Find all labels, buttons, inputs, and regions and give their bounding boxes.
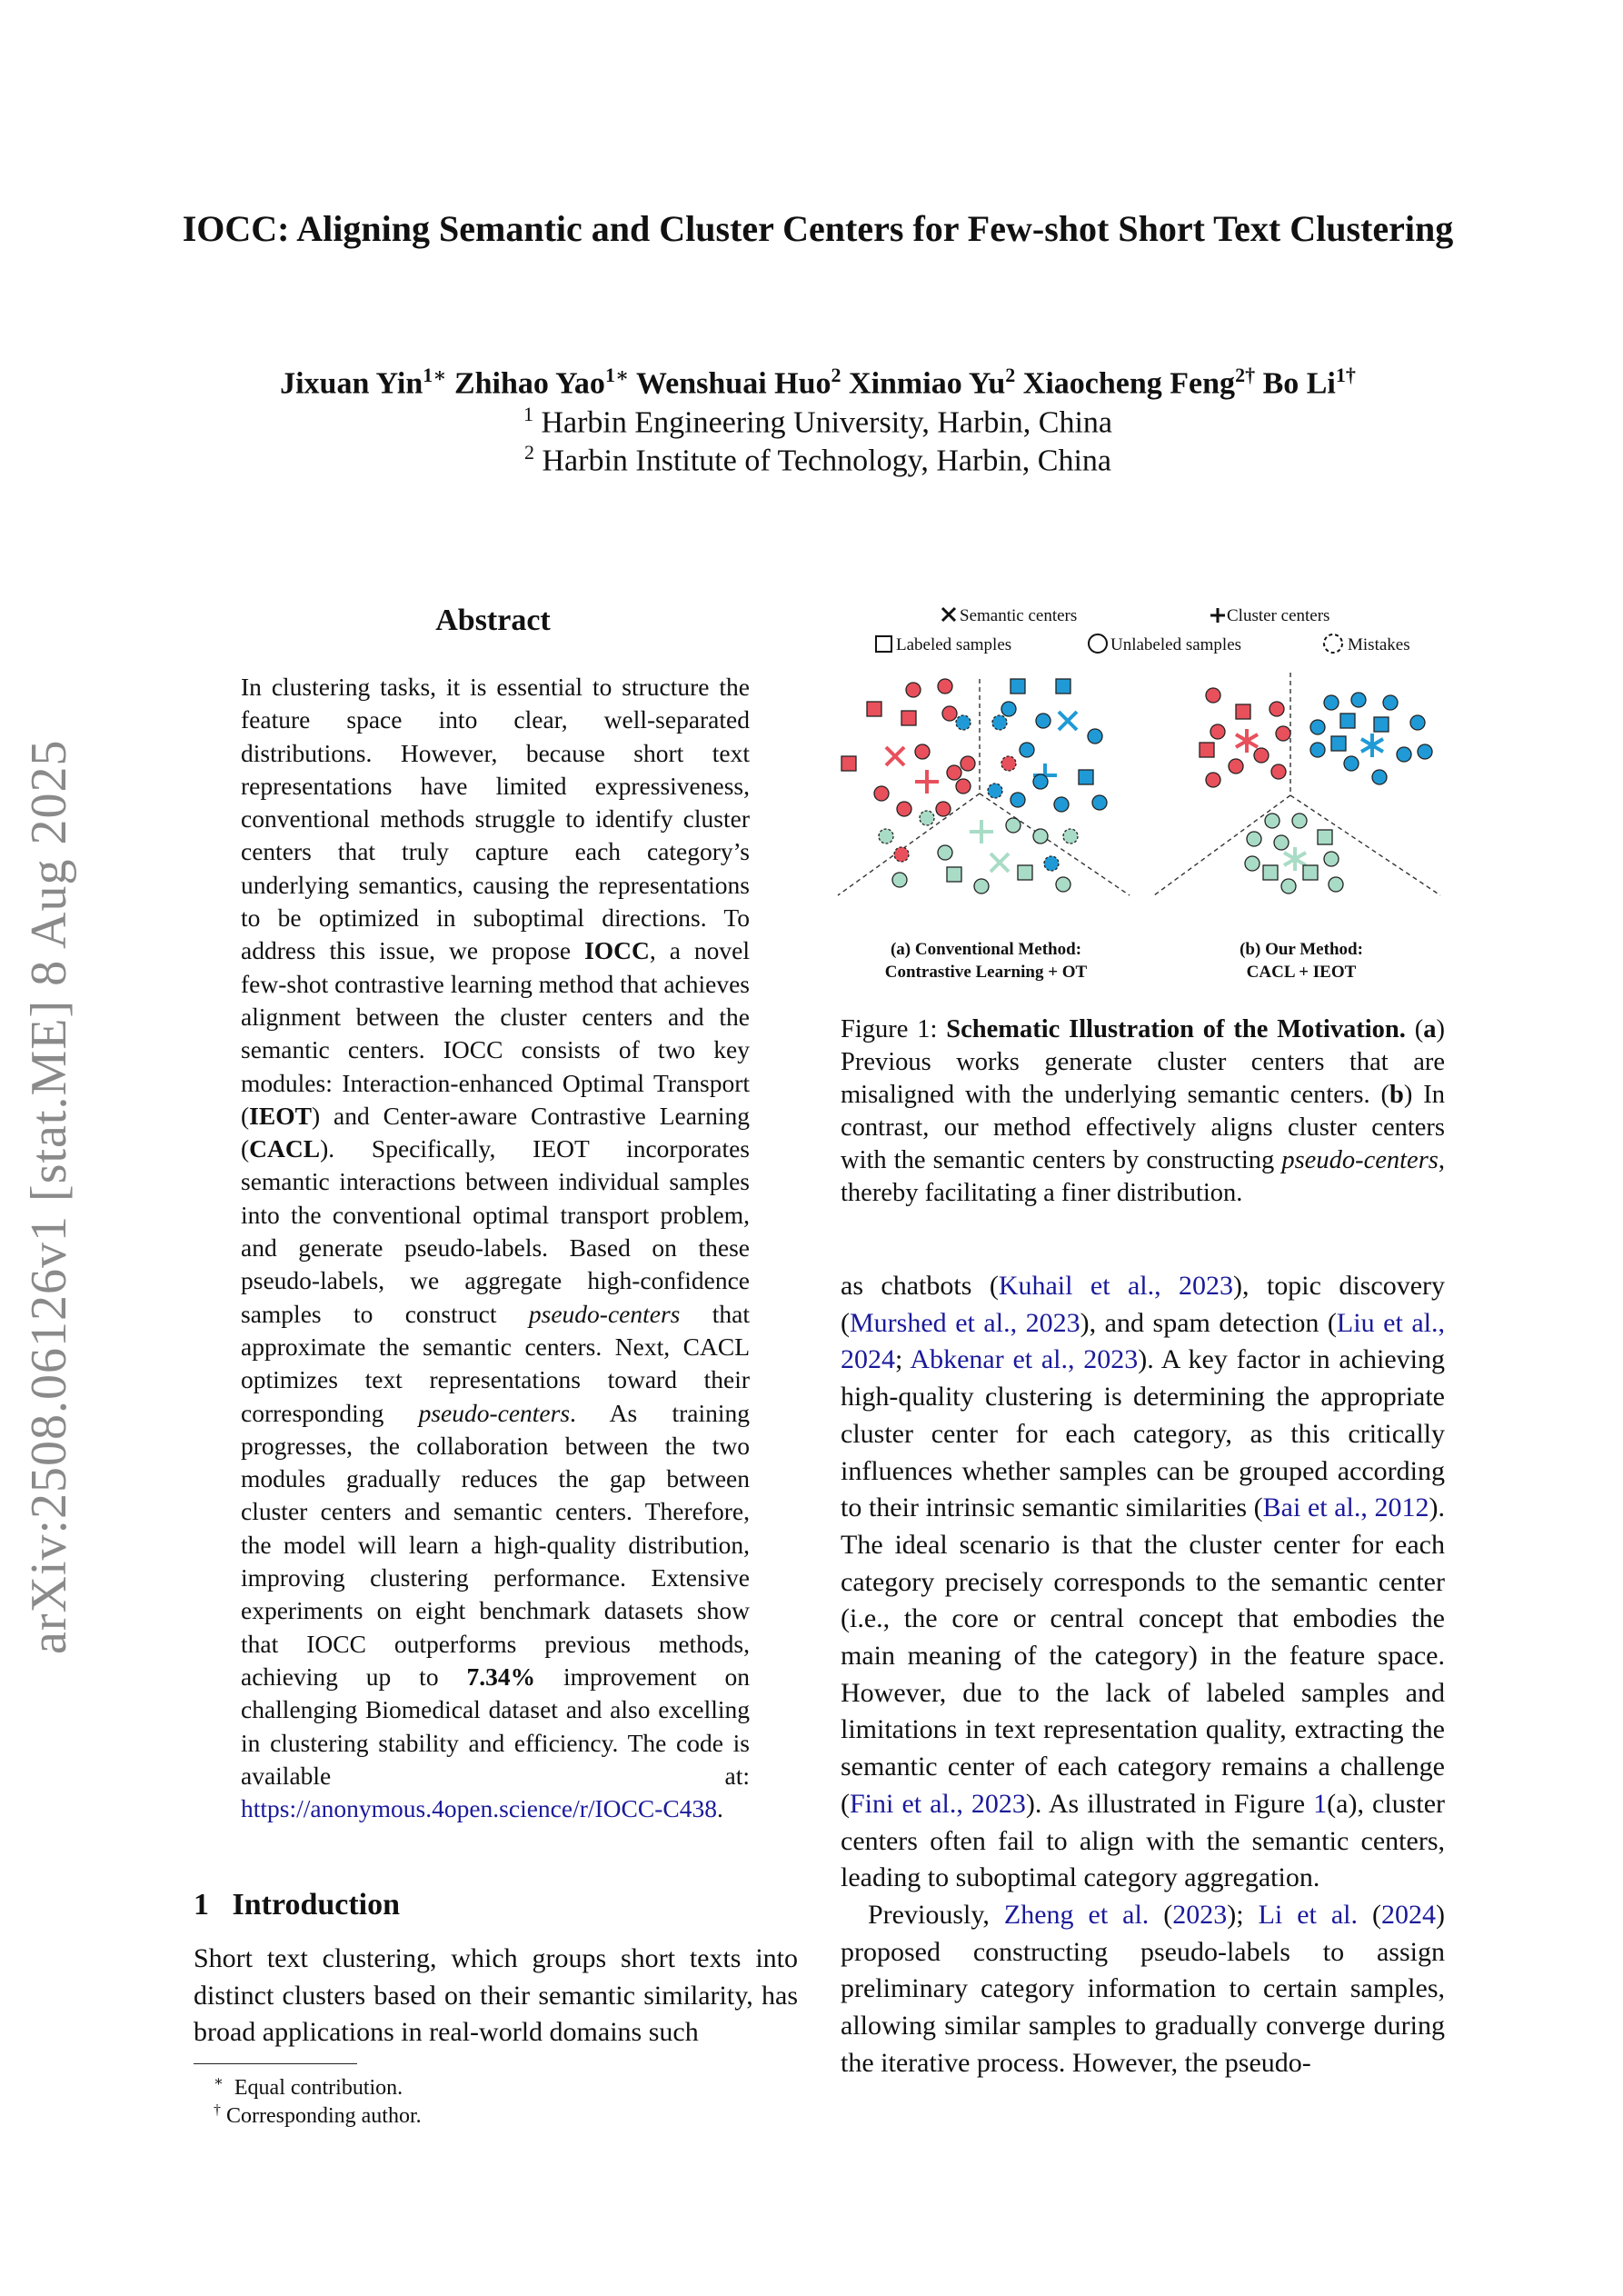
- cluster-center-marker: [915, 770, 939, 794]
- unlabeled-sample-marker: [1324, 695, 1339, 710]
- semantic-center-marker: [991, 854, 1009, 872]
- affiliation-number: 1: [523, 403, 533, 425]
- unlabeled-sample-marker: [1324, 852, 1339, 866]
- semantic-center-marker: [886, 747, 904, 765]
- author-list: [164, 364, 1472, 401]
- labeled-sample-marker: [867, 702, 881, 716]
- author: Jixuan Yin: [280, 366, 423, 401]
- legend-mistakes-label: Mistakes: [1348, 635, 1410, 654]
- citation-link[interactable]: 2024: [1381, 1899, 1436, 1930]
- mistake-sample-marker: [879, 829, 893, 844]
- labeled-sample-marker: [1056, 679, 1070, 694]
- labeled-sample-marker: [1018, 865, 1032, 880]
- affiliation-text: Harbin Engineering University, Harbin, China: [541, 405, 1113, 440]
- unlabeled-sample-marker: [1210, 724, 1225, 739]
- arxiv-identifier: arXiv:2508.06126v1 [stat.ME] 8 Aug 2025: [21, 739, 77, 1654]
- panel-b-caption-line1: (b) Our Method:: [1240, 940, 1363, 959]
- unlabeled-sample-marker: [874, 786, 889, 801]
- figure-1-svg: [836, 595, 1445, 995]
- section-heading: 1 Introduction: [194, 1888, 401, 1922]
- unlabeled-sample-marker: [974, 879, 989, 893]
- panel-a-caption-line2: Contrastive Learning + OT: [884, 963, 1088, 982]
- legend-semantic-label: Semantic centers: [960, 606, 1078, 625]
- unlabeled-sample-marker: [1092, 795, 1107, 810]
- mistake-sample-marker: [894, 847, 909, 862]
- citation-link[interactable]: Kuhail et al., 2023: [998, 1271, 1234, 1301]
- unlabeled-sample-marker: [915, 744, 930, 759]
- mistake-sample-marker: [1044, 856, 1059, 871]
- citation-link[interactable]: Li et al.: [1258, 1899, 1359, 1930]
- unlabeled-sample-marker: [1206, 773, 1220, 787]
- unlabeled-sample-marker: [961, 756, 975, 771]
- affiliation: [164, 403, 1472, 440]
- unlabeled-sample-marker: [1247, 832, 1261, 846]
- unlabeled-sample-marker: [1310, 743, 1325, 757]
- labeled-sample-marker: [1236, 704, 1250, 719]
- unlabeled-sample-marker: [1351, 693, 1366, 707]
- citation-link[interactable]: Zheng et al.: [1003, 1899, 1150, 1930]
- mistake-sample-marker: [920, 811, 934, 825]
- unlabeled-sample-marker: [1229, 759, 1243, 774]
- legend-cluster-label: Cluster centers: [1227, 606, 1330, 625]
- footnote: † Corresponding author.: [214, 2102, 422, 2128]
- unlabeled-sample-marker: [1245, 856, 1260, 871]
- unlabeled-sample-marker: [892, 873, 907, 887]
- author-mark: 1†: [1335, 364, 1356, 386]
- abstract-heading: Abstract: [435, 604, 551, 637]
- unlabeled-sample-marker: [1271, 764, 1286, 779]
- affiliation: [164, 441, 1472, 478]
- unlabeled-sample-marker: [1372, 770, 1387, 784]
- affiliation-number: 2: [524, 441, 534, 464]
- labeled-sample-marker: [1011, 679, 1025, 694]
- panel-b-caption-line2: CACL + IEOT: [1246, 963, 1357, 982]
- legend: [876, 606, 1410, 654]
- abstract-text: In clustering tasks, it is essential to structure the feature space into clear, well-separated distributions. However, because short text representations have limited expressiveness, conventional methods struggle to identify cluster centers that truly capture each category’s underlying semantics, causing the representations to be optimized in suboptimal directions. To address this issue, we propose IOCC, a novel few-shot contrastive learning method that achieves alignment between the cluster centers and the semantic centers. IOCC consists of two key modules: Interaction-enhanced Optimal Transport (IEOT) and Center-aware Contrastive Learning (CACL). Specifically, IEOT incorporates semantic interactions between individual samples into the conventional optimal transport problem, and generate pseudo-labels. Based on these pseudo-labels, we aggregate high-confidence samples to construct pseudo-centers that approximate the semantic centers. Next, CACL optimizes text representations toward their corresponding pseudo-centers. As training progresses, the collaboration between the two modules gradually reduces the gap between cluster centers and semantic centers. Therefore, the model will learn a high-quality distribution, improving clustering performance. Extensive experiments on eight benchmark datasets show that IOCC outperforms previous methods, achieving up to 7.34% improvement on challenging Biomedical dataset and also excelling in clustering stability and efficiency. The code is available at: https://anonymous.4open.science/r/IOCC-C438.: [241, 673, 750, 1823]
- unlabeled-sample-marker: [1054, 797, 1069, 812]
- legend-mistakes-icon: [1324, 634, 1342, 653]
- unlabeled-sample-marker: [1033, 829, 1048, 844]
- citation-link[interactable]: 2023: [1172, 1899, 1228, 1930]
- labeled-sample-marker: [841, 756, 856, 771]
- paragraph: as chatbots (Kuhail et al., 2023), topic discovery (Murshed et al., 2023), and spam detection (Liu et al., 2024; Abkenar et al., 2023). A key factor in achieving high-quality clustering is determining the appropriate cluster center for each category, as this critically influences whether samples can be grouped according to their intrinsic semantic similarities (Bai et al., 2012). The ideal scenario is that the cluster center for each category precisely corresponds to the semantic center (i.e., the core or central concept that embodies the main meaning of the category) in the feature space. However, due to the lack of labeled samples and limitations in text representation quality, extracting the semantic center of each category remains a challenge (Fini et al., 2023). As illustrated in Figure 1(a), cluster centers often fail to align with the semantic centers, leading to suboptimal category aggregation.: [841, 1271, 1446, 1893]
- paragraph: Previously, Zheng et al. (2023); Li et al. (2024) proposed constructing pseudo-labels to assign preliminary category information to certain samples, allowing similar samples to gradually converge during the iterative process. However, the pseudo-: [841, 1899, 1445, 2078]
- unlabeled-sample-marker: [1006, 818, 1021, 833]
- unlabeled-sample-marker: [906, 683, 921, 697]
- unlabeled-sample-marker: [1292, 814, 1307, 828]
- panel-a-caption-line1: (a) Conventional Method:: [890, 940, 1082, 959]
- mistake-sample-marker: [1001, 756, 1016, 771]
- unlabeled-sample-marker: [1036, 714, 1050, 728]
- figure-ref-link[interactable]: 1: [1313, 1788, 1328, 1819]
- unlabeled-sample-marker: [1397, 747, 1411, 762]
- author: Bo Li: [1262, 366, 1336, 401]
- sample-marks: [841, 679, 1432, 893]
- right-column-text: [841, 1268, 1445, 2081]
- citation-link[interactable]: Abkenar et al., 2023: [910, 1344, 1139, 1375]
- labeled-sample-marker: [1318, 830, 1332, 844]
- citation-link[interactable]: Bai et al., 2012: [1262, 1492, 1429, 1523]
- unlabeled-sample-marker: [938, 845, 952, 860]
- unlabeled-sample-marker: [1344, 756, 1359, 771]
- citation-link[interactable]: Fini et al., 2023: [850, 1788, 1026, 1819]
- labeled-sample-marker: [1340, 714, 1355, 728]
- mistake-sample-marker: [992, 715, 1007, 730]
- citation-link[interactable]: Murshed et al., 2023: [850, 1307, 1080, 1338]
- author-mark: 2: [1005, 364, 1016, 386]
- unlabeled-sample-marker: [1281, 879, 1296, 893]
- unlabeled-sample-marker: [938, 679, 952, 694]
- aligned-center-marker: [1236, 729, 1258, 753]
- unlabeled-sample-marker: [1254, 748, 1269, 763]
- unlabeled-sample-marker: [1206, 688, 1220, 703]
- unlabeled-sample-marker: [956, 779, 971, 794]
- labeled-sample-marker: [1200, 743, 1214, 757]
- footnote: ∗ Equal contribution.: [214, 2074, 403, 2100]
- unlabeled-sample-marker: [1270, 702, 1284, 716]
- author: Zhihao Yao: [453, 366, 605, 401]
- author: Xinmiao Yu: [849, 366, 1006, 401]
- legend-unlabeled-icon: [1089, 634, 1107, 653]
- unlabeled-sample-marker: [1329, 877, 1343, 892]
- author-mark: 1∗: [604, 364, 630, 386]
- unlabeled-sample-marker: [1383, 695, 1398, 710]
- author-mark: 2†: [1235, 364, 1256, 386]
- aligned-center-marker: [1361, 734, 1383, 757]
- figure-1: [836, 595, 1445, 995]
- unlabeled-sample-marker: [936, 802, 951, 816]
- labeled-sample-marker: [1331, 736, 1346, 751]
- unlabeled-sample-marker: [1410, 715, 1425, 730]
- labeled-sample-marker: [1303, 865, 1318, 880]
- labeled-sample-marker: [1079, 770, 1093, 784]
- paper-title: IOCC: Aligning Semantic and Cluster Centers for Few-shot Short Text Clustering: [182, 208, 1454, 249]
- mistake-sample-marker: [988, 784, 1002, 798]
- unlabeled-sample-marker: [947, 765, 961, 780]
- unlabeled-sample-marker: [1001, 702, 1016, 716]
- unlabeled-sample-marker: [942, 706, 957, 721]
- author: Xiaocheng Feng: [1022, 366, 1236, 401]
- author-mark: 2: [831, 364, 841, 386]
- legend-labeled-label: Labeled samples: [896, 635, 1012, 654]
- unlabeled-sample-marker: [1310, 720, 1325, 734]
- unlabeled-sample-marker: [1418, 744, 1432, 759]
- affiliation-text: Harbin Institute of Technology, Harbin, China: [542, 444, 1111, 478]
- legend-unlabeled-label: Unlabeled samples: [1110, 635, 1242, 654]
- semantic-center-marker: [1059, 712, 1077, 730]
- legend-labeled-icon: [876, 636, 891, 652]
- mistake-sample-marker: [956, 715, 971, 730]
- labeled-sample-marker: [1374, 717, 1389, 732]
- figure-1-caption: Figure 1: Schematic Illustration of the Motivation. (a) Previous works generate cluster centers that are misaligned with the underlying semantic centers. (b) In contrast, our method effectively aligns cluster centers with the semantic centers by constructing pseudo-centers, thereby facilitating a finer distribution.: [841, 1015, 1446, 1207]
- unlabeled-sample-marker: [1088, 729, 1102, 744]
- author: Wenshuai Huo: [636, 366, 831, 401]
- mistake-sample-marker: [1063, 829, 1078, 844]
- unlabeled-sample-marker: [1056, 877, 1070, 892]
- footnote-rule: [194, 2063, 357, 2064]
- unlabeled-sample-marker: [1276, 726, 1290, 741]
- citation-link[interactable]: Liu et al., 2024: [841, 1307, 1445, 1375]
- legend-semantic-icon: [942, 608, 955, 621]
- author-mark: 1∗: [423, 364, 447, 386]
- unlabeled-sample-marker: [897, 802, 911, 816]
- intro-paragraph: Short text clustering, which groups short texts into distinct clusters based on their semantic similarity, has broad applications in real-world domains such: [194, 1943, 798, 2047]
- unlabeled-sample-marker: [1020, 743, 1034, 757]
- cluster-center-marker: [970, 820, 993, 844]
- labeled-sample-marker: [1263, 865, 1278, 880]
- unlabeled-sample-marker: [1011, 793, 1025, 807]
- code-link[interactable]: https://anonymous.4open.science/r/IOCC-C438: [241, 1794, 717, 1823]
- unlabeled-sample-marker: [1265, 814, 1279, 828]
- unlabeled-sample-marker: [1274, 835, 1289, 850]
- labeled-sample-marker: [947, 867, 961, 882]
- legend-cluster-icon: [1210, 608, 1225, 623]
- unlabeled-sample-marker: [1033, 774, 1048, 789]
- labeled-sample-marker: [901, 711, 916, 725]
